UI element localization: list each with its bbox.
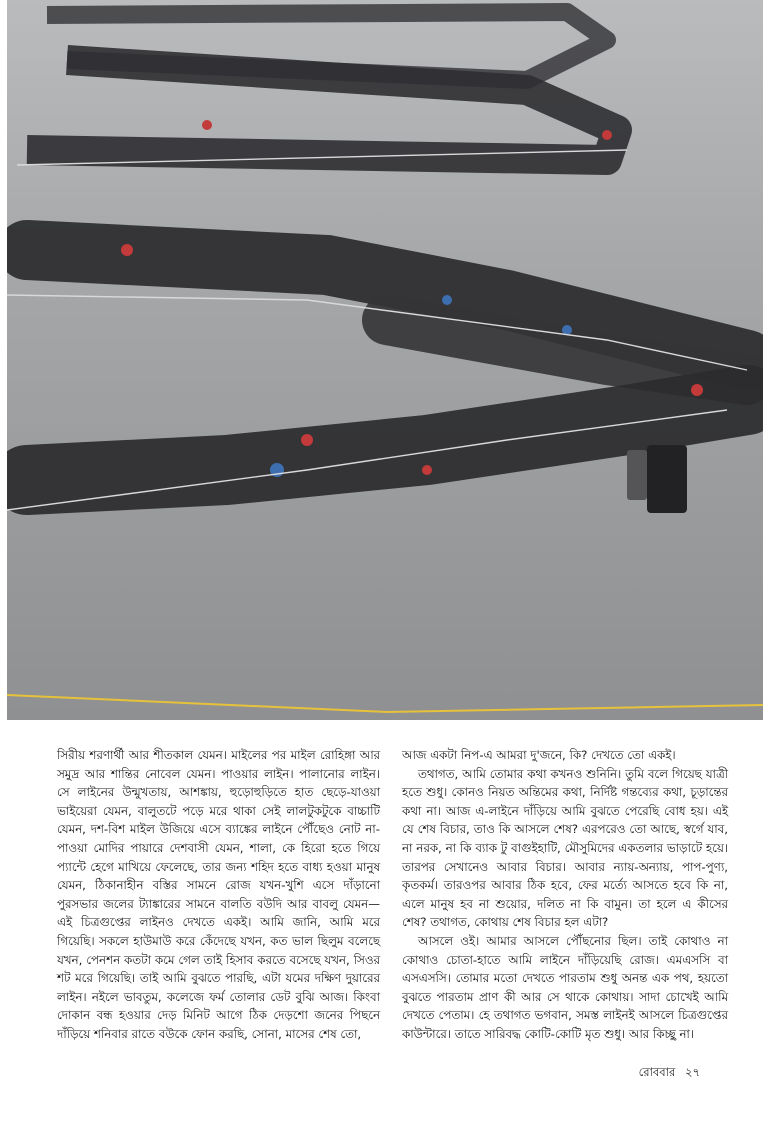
crowd-queue-photo (7, 0, 763, 720)
page-number: ২৭ (685, 1065, 700, 1079)
paragraph: সিরীয় শরণার্থী আর শীতকাল যেমন। মাইলের পর মাইল রোহিঙ্গা আর সমুদ্র আর শান্তির নোবেল যেমন। পাওয়ার লাইন। পালানোর লাইন। সে লাইনের উন্মুখতায়, আশঙ্কায়, হুড়োহুড়িতে হাত ছেড়ে-যাওয়া ভাইয়েরা যেমন, বালুতটে পড়ে মরে থাকা সেই লালটুকটুকে বাচ্চাটি যেমন, দশ-বিশ মাইল উজিয়ে এসে ব্যাঙ্কের লাইনে পৌঁছেও নোট না-পাওয়া মোদির পায়ারে দেশবাসী যেমন, শালা, কে হিরো হতে গিয়ে প্যান্টে হেগে মাখিয়ে ফেলেছে, তার জন্য শহিদ হতে বাধ্য হওয়া মানুষ যেমন, ঠিকানাহীন বস্তির সামনে রোজ যখন-খুশি এসে দাঁড়ানো পুরসভার জলের ট্যাঙ্কারের সামনে বালতি বউদি আর বাবলু যেমন—এই চিত্রগুপ্তের লাইনও দেখতে একই। আমি জানি, আমি মরে গিয়েছি। সকলে হাউমাউ করে কেঁদেছে যখন, কত ভাল ছিলুম বলেছে যখন, পেনশন কতটা কমে গেল তাই হিসাব করতে বসেছে যখন, সিওর শট মরে গিয়েছি। তাই আমি বুঝতে পারছি, এটা যমের দক্ষিণ দুয়ারের লাইন। নইলে ভাবতুম, কলেজে ফর্ম তোলার ডেট বুঝি আজ। কিংবা দোকান বন্ধ হওয়ার দেড় মিনিট আগে ঠিক দেড়শো জনের পিছনে দাঁড়িয়ে শনিবার রাতে বউকে ফোন করছি, সোনা, মাসের শেষ তো, (57, 748, 380, 1041)
paragraph: তথাগত, আমি তোমার কথা কখনও শুনিনি। তুমি বলে গিয়েছ যাত্রী হতে শুধু। কোনও নিয়ত অন্তিমের কথা, নির্দিষ্ট গন্তব্যের কথা, চূড়ান্তের কথা না। আজ এ-লাইনে দাঁড়িয়ে আমি বুঝতে পেরেছি বোধ হয়। এই যে শেষ বিচার, তাও কি আসলে শেষ? এরপরেও তো আছে, স্বর্গে যাব, না নরক, না কি ব্যাক টু বাগুইহাটি, মৌসুমিদের একতলার ভাড়াটে হয়ে। তারপর সেখানেও আবার বিচার। আবার ন্যায়-অন্যায়, পাপ-পুণ্য, কৃতকর্ম। তারওপর আবার ঠিক হবে, ফের মর্ত্যে আসতে হবে কি না, এলে মানুষ হব না শুয়োর, দলিত না কি বামুন। তা হলে এ কীসের শেষ? তথাগত, কোথায় শেষ বিচার হল এটা? (402, 766, 728, 930)
paragraph: আজ একটা নিপ-এ আমরা দু'জনে, কি? দেখতে তো একই। (402, 748, 676, 762)
article-column-right (402, 746, 728, 1044)
paragraph: আসলে ওই। আমার আসলে পৌঁছনোর ছিল। তাই কোথাও না কোথাও চোতা-হাতে আমি লাইনে দাঁড়িয়েছি রোজ। এমএসসি বা এসএসসি। তোমার মতো দেখতে পারতাম শুধু অনন্ত এক পথ, হয়তো বুঝতে পারতাম প্রাণ কী আর সে থাকে কোথায়। সাদা চোখেই আমি দেখতে পেতাম। হে তথাগত ভগবান, সমস্ত লাইনই আসলে চিত্রগুপ্তের কাউন্টারে। তাতে সারিবদ্ধ কোটি-কোটি মৃত শুধু। আর কিচ্ছু না। (402, 933, 728, 1041)
magazine-name: রোববার (638, 1065, 676, 1079)
article-column-left (57, 746, 380, 1044)
page-footer (633, 1064, 700, 1083)
